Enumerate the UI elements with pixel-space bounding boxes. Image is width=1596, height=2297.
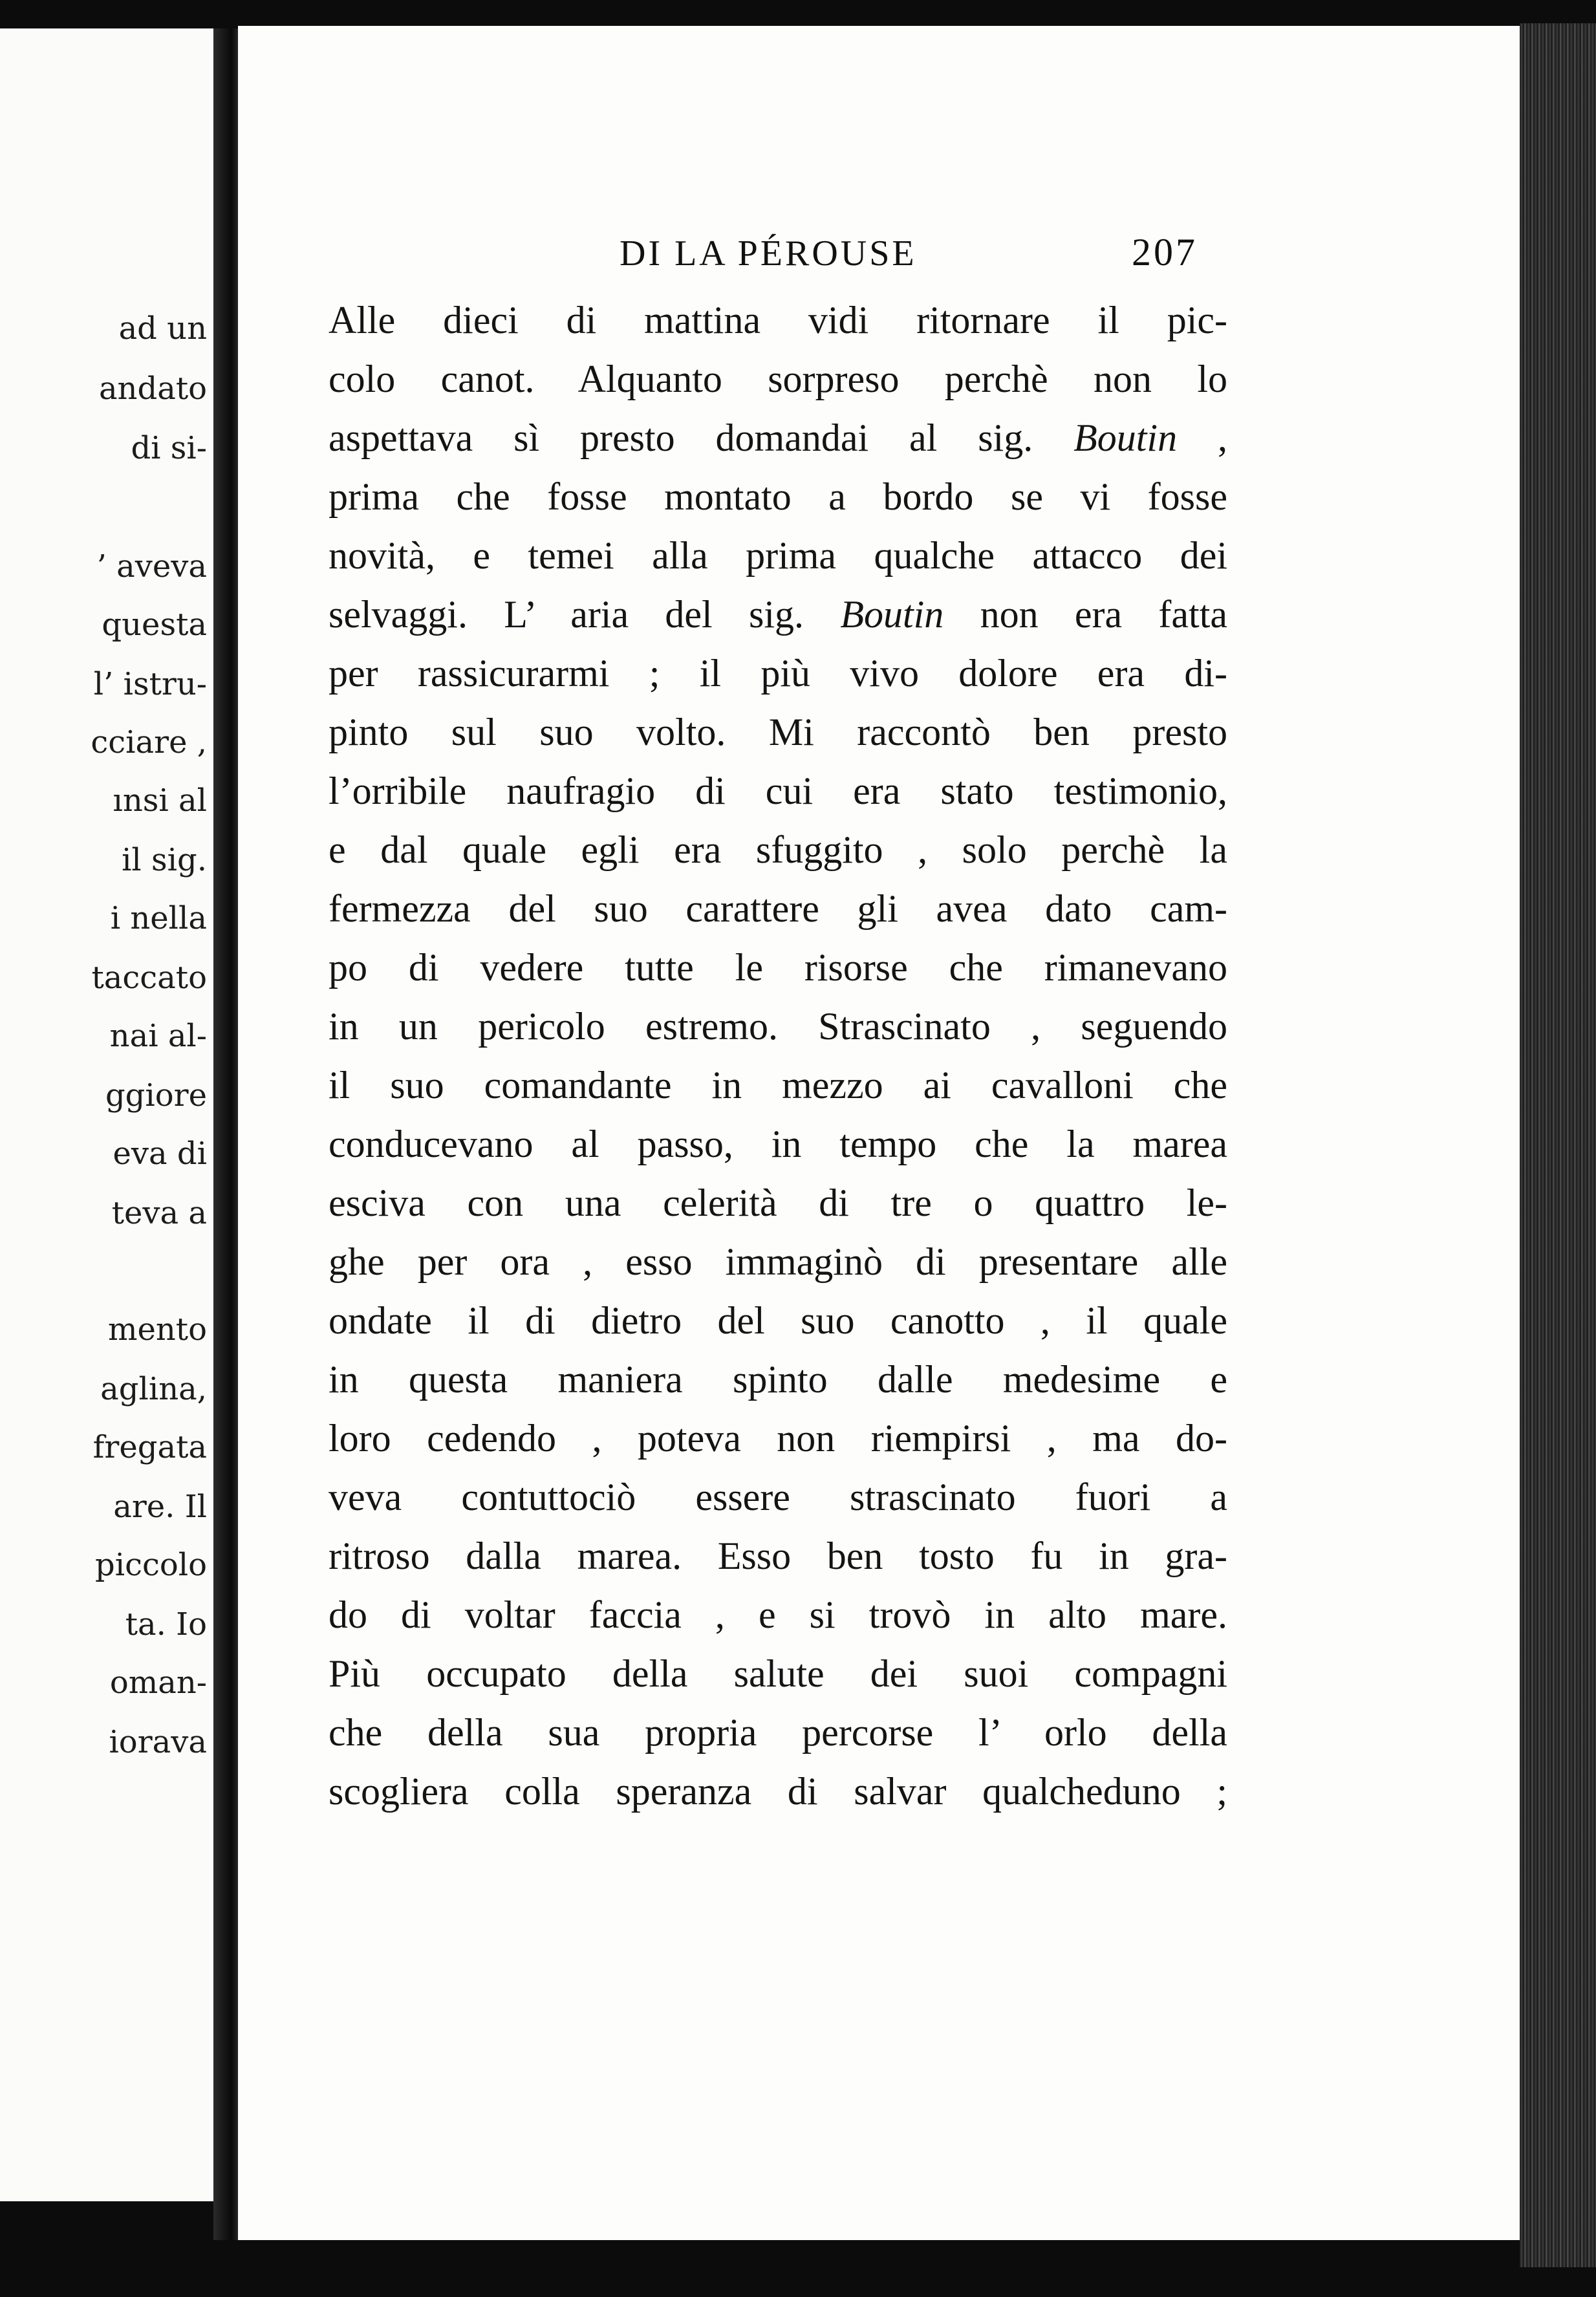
previous-page-line: ’ aveva bbox=[96, 548, 207, 585]
text-line: scogliera colla speranza di salvar qualcheduno ; bbox=[329, 1770, 1227, 1813]
text-line: selvaggi. L’ aria del sig. Boutin non era fatta bbox=[329, 593, 1228, 636]
previous-page-line: aglina, bbox=[100, 1371, 207, 1407]
text-line: esciva con una celerità di tre o quattro le- bbox=[329, 1181, 1227, 1224]
previous-page-line: nai al- bbox=[109, 1018, 207, 1054]
page-number: 207 bbox=[1132, 231, 1198, 274]
running-head: DI LA PÉROUSE bbox=[620, 233, 917, 274]
book-fore-edge bbox=[1520, 23, 1596, 2267]
text-line: in un pericolo estremo. Strascinato , seguendo bbox=[329, 1005, 1227, 1048]
text-line: po di vedere tutte le risorse che rimanevano bbox=[329, 946, 1227, 989]
previous-page-line: are. Il bbox=[113, 1489, 207, 1525]
text-line: e dal quale egli era sfuggito , solo perchè la bbox=[329, 828, 1227, 871]
previous-page-line: andato bbox=[98, 371, 207, 407]
text-line: ghe per ora , esso immaginò di presentare alle bbox=[329, 1240, 1227, 1283]
text-line: in questa maniera spinto dalle medesime e bbox=[329, 1358, 1227, 1401]
italic-name: Boutin bbox=[840, 593, 944, 636]
previous-page-line: di si- bbox=[131, 430, 207, 466]
text-line: novità, e temei alla prima qualche attacco dei bbox=[329, 534, 1227, 577]
previous-page-line: taccato bbox=[91, 960, 207, 996]
previous-page-line: ta. Io bbox=[125, 1606, 207, 1643]
previous-page-line: iorava bbox=[109, 1724, 207, 1760]
text-line: conducevano al passo, in tempo che la marea bbox=[329, 1123, 1227, 1165]
text-line: fermezza del suo carattere gli avea dato cam- bbox=[329, 887, 1227, 930]
text-line: colo canot. Alquanto sorpreso perchè non lo bbox=[329, 358, 1227, 400]
text-line: pinto sul suo volto. Mi raccontò ben presto bbox=[329, 711, 1227, 753]
previous-page-line: eva di bbox=[113, 1136, 207, 1172]
previous-page-line: ad un bbox=[118, 310, 207, 347]
previous-page bbox=[0, 28, 219, 2201]
previous-page-line: ınsi al bbox=[113, 782, 207, 819]
previous-page-line: teva a bbox=[111, 1195, 207, 1231]
text-line: il suo comandante in mezzo ai cavalloni che bbox=[329, 1064, 1227, 1106]
previous-page-line: i nella bbox=[110, 900, 207, 936]
body-text bbox=[329, 291, 1227, 1821]
text-line: Alle dieci di mattina vidi ritornare il pic- bbox=[329, 299, 1227, 341]
previous-page-line: mento bbox=[107, 1311, 207, 1348]
previous-page-line: questa bbox=[102, 607, 207, 643]
text-line: ritroso dalla marea. Esso ben tosto fu in gra- bbox=[329, 1535, 1227, 1577]
previous-page-line: piccolo bbox=[95, 1547, 207, 1583]
text-line: per rassicurarmi ; il più vivo dolore era di- bbox=[329, 652, 1227, 695]
previous-page-line: l’ istru- bbox=[93, 666, 207, 702]
text-line: loro cedendo , poteva non riempirsi , ma do- bbox=[329, 1417, 1227, 1460]
previous-page-line: il sig. bbox=[122, 842, 207, 878]
previous-page-line: ggiore bbox=[105, 1077, 207, 1114]
previous-page-line: oman- bbox=[109, 1665, 207, 1701]
previous-page-line: fregata bbox=[92, 1429, 207, 1465]
text-line: veva contuttociò essere strascinato fuori a bbox=[329, 1476, 1227, 1518]
text-line: l’orribile naufragio di cui era stato testimonio, bbox=[329, 770, 1227, 812]
text-line: ondate il di dietro del suo canotto , il quale bbox=[329, 1299, 1227, 1342]
text-line: do di voltar faccia , e si trovò in alto mare. bbox=[329, 1593, 1227, 1636]
text-line: prima che fosse montato a bordo se vi fosse bbox=[329, 475, 1227, 518]
text-line: Più occupato della salute dei suoi compagni bbox=[329, 1652, 1227, 1695]
italic-name: Boutin bbox=[1073, 416, 1178, 459]
previous-page-line: cciare , bbox=[91, 724, 207, 760]
text-line: aspettava sì presto domandai al sig. Boutin , bbox=[329, 416, 1227, 459]
text-line: che della sua propria percorse l’ orlo della bbox=[329, 1711, 1227, 1754]
